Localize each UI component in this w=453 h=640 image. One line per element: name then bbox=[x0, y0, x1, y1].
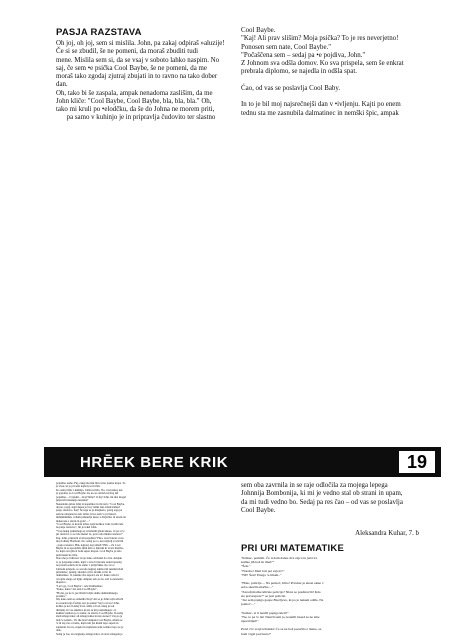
page-number: 19 bbox=[399, 451, 435, 473]
text-line: osvojila enega od njiju. Ampak, kdo se bo ozrl za nesrečno bbox=[56, 576, 124, 581]
text-line: "Let's go, Cool Baybe", reče Dalmatinec. bbox=[56, 583, 104, 588]
text-line: sledi zmagovalec ali zmagovalka in nato konec! Ura pa je bbox=[56, 614, 123, 619]
text-line: Če si se zbudil, še ne pomeni, da moraš zbuditi tudi bbox=[56, 48, 198, 56]
text-line: Ja, kajti osvojila si bom super mopsa. Cool Baybe je zelo bbox=[56, 549, 122, 554]
text-line: tudi •e sedem - It's the best! Ampak Cool Baybe, zmeni se bbox=[56, 617, 123, 622]
author-credit: Aleksandra Kuhar, 7. b bbox=[355, 530, 419, 537]
text-line: je popolno za Cool Baybe. In, ko se oziram na moj del bbox=[56, 491, 119, 496]
text-line: sem oba zavrnila in se raje odločila za mojega lepega bbox=[241, 482, 388, 489]
text-line: "Vsaj nekaj pametnega si si izmislil glede lakote, če pa si •e bbox=[56, 528, 125, 533]
text-line: "Cool Baybe, si morda lačna, kajti kolikor vem, hodiš rada bbox=[56, 522, 124, 527]
text-line: "Jaz sem papiga gospe Brecljeve, ki pa je nekam odšla. Na bbox=[241, 598, 324, 603]
text-line: dirindaj. In vse tekmice in psi se mi posmehujejo. O, bbox=[56, 607, 117, 612]
text-line: Kaj, John, pripravil si mi pojedino? Fino, toreJ lokrat si res bbox=[56, 535, 124, 540]
text-line: Johnnija Bombonija, ki mi je vedno stal ob strani in upam, bbox=[241, 490, 403, 498]
text-line: Oh, tako bi še zaspala, ampak nenadoma zaslišim, da me bbox=[56, 89, 213, 97]
jokes-column bbox=[241, 556, 419, 636]
text-line: Ko sem prišla v kuhinjo, Johna ni bilo. No, vsaj nekaj, kar bbox=[56, 487, 123, 492]
text-line: "NE! Šest! Enega •e imam.." bbox=[241, 572, 282, 577]
text-line: pojedine ... O njami ... Kaj? Ribe? O fuj! John, mi nisi mogel bbox=[56, 494, 126, 499]
text-line: •e in daj vse od sebe, kajti tudi jaz imam lepo zapeti in bbox=[56, 621, 119, 626]
text-line: prebrala diplomo, se najedla in odšla spat. bbox=[241, 68, 357, 76]
text-line: ste pravzaprav?" se jezi policist. bbox=[241, 593, 287, 598]
text-line: - pasja razstava. Hm, najprej, kaj obleči? Hm ... Za Cool bbox=[56, 542, 121, 547]
text-line: koliko je ura in kdaj bova odšla od tod, tukaj je tak bbox=[56, 604, 115, 609]
text-line: "Zaradi mačke kličete policijo? Niste se predstavili! Kdo bbox=[241, 589, 321, 594]
text-line: sobo skočila mačka ..." bbox=[241, 585, 274, 590]
text-line: pri razstavi, to se tiče mene! Ja, prav rada imam razstave!" bbox=[56, 532, 123, 537]
text-line: pasjo razstavo. Kaj? Še tega se je manjkalo, poleg tega pa bbox=[56, 508, 123, 513]
text-line: koliko jih boš še imel?" bbox=[241, 560, 275, 565]
text-line: Nato me je John kot svojo lutko odvlekel do avta. Ampak bbox=[56, 556, 122, 561]
text-line: "Kako, kako? Jaz sem Cool Baybe". bbox=[56, 587, 98, 592]
text-line: "Halo, policija ... Na pomoč, hitro! Pravkar je skozi okno v bbox=[241, 581, 324, 586]
text-line: Z Johnom sva odšla domov. Ko sva prispela, sem še enkrat bbox=[241, 60, 404, 67]
text-line: tednu sta me zasnubila dalmatinec in nemški špic, ampak bbox=[241, 109, 399, 117]
text-line: "Ha ha, pa ne ti, jaz iščem boljše dekle dalmatinskega bbox=[56, 590, 118, 595]
text-line: dalmatinec. O, kakšna dva lepotca sta to! Kako rada bi bbox=[56, 573, 119, 578]
text-line: dalo. bbox=[56, 628, 62, 633]
text-line: Sedaj je čas, da razglasijo zmagovalca, in sicer zmagala je bbox=[56, 631, 123, 636]
text-line: makarone s sirom in gola• ..." bbox=[56, 518, 90, 523]
text-line: Ćao, od vas se poslavlja Cool Baby. bbox=[241, 84, 341, 92]
text-line: pa samo v kuhinjo je in pripravlja čudovito ter slastno bbox=[66, 114, 216, 122]
text-line: mopsico. bbox=[56, 580, 67, 585]
banner-title: HRĒEK BERE KRIK bbox=[80, 453, 229, 471]
text-line: je stvar, ki jo pri sebi najbolj sovra•im. bbox=[56, 484, 101, 489]
text-line: prebrisana in zvita. bbox=[56, 552, 78, 557]
text-line: prinašalec, pudelj, škotski ovčar, kraški ovčar in bbox=[56, 569, 112, 574]
text-line: zaplesati. In res, zapela in zaplesala sem, kolikor lepo se je bbox=[56, 624, 124, 629]
text-line: moraš tako zgodaj zjutraj zbujati in to ravno na tako dober bbox=[56, 73, 218, 80]
text-line: pripraviti mesnega narezka? bbox=[56, 498, 89, 503]
text-line: Cool Baybe. bbox=[241, 27, 276, 34]
text-line: tako mi kruli po •elodčku, da še do Johna ne morem priti, bbox=[56, 106, 215, 113]
text-line: Nenadoma pride John iz kopalnice in mi reče: "Cool Baybe, bbox=[56, 501, 125, 506]
text-line: John kliče: "Cool Baybe, Cool Baybe, bla, bla, bla." Oh, bbox=[56, 97, 212, 105]
text-line: "Ne, to pa •e tie! Naučil sem jo, katerih besed se ne sme bbox=[241, 614, 320, 619]
text-line: moj Johnny Bonboni. No, sedaj pa to, kar najbolj sovra•im bbox=[56, 539, 124, 544]
story-top-left bbox=[56, 40, 226, 123]
text-line: Oh joj, oh joj, sem si mislila. John, pa zakaj odpiraš »aluzije! bbox=[56, 40, 225, 47]
text-line: Oh, kako sem se osmešila! Kaj? Ali se je John rajši odločil bbox=[56, 597, 124, 602]
text-line: Cool Baybe. bbox=[241, 506, 276, 514]
text-line: "Počaščena sem – sedaj pa •e pojdiva, John." bbox=[241, 51, 366, 59]
text-line: "Krikec, pomisli. Če ti dam danes dva zajca in jutri tri, bbox=[241, 556, 318, 560]
text-line: kakšna sramota je to zame, za slavno Cool Baybe. In sedaj bbox=[56, 611, 124, 616]
text-line: In to je bil moj najsrečnejši dan v •ivljenju. Kajti po enem bbox=[241, 101, 401, 109]
text-line bbox=[241, 77, 419, 85]
text-line: uporabljati!" bbox=[241, 619, 259, 624]
text-line: bom vrgel pod kuro!" bbox=[241, 631, 272, 636]
text-line: Pravi črv svoji izbranki: Će se ne boš poročila z mano, se bbox=[241, 627, 322, 632]
text-line: saj, če sem •e psička Cool Baybe, še ne pomeni, da me bbox=[56, 64, 207, 72]
text-line: mene. Mislila sem si, da se vsaj v soboto lahko naspim. No bbox=[56, 56, 220, 64]
text-line: "Narobe! Imel boš pet zajcev!" bbox=[241, 568, 285, 573]
text-line: daj no, pojej, kajti danes je tvoj veliki dan. Imaš namreč bbox=[56, 504, 121, 509]
heading-pasja-razstava: PASJA RAZSTAVA bbox=[56, 27, 142, 38]
section-banner bbox=[44, 447, 441, 477]
text-line: Ponosen sem nate, Cool Baybe." bbox=[241, 43, 332, 51]
text-line: mmmmmmm, voham pišeančje meso z divjačino in sirom ter bbox=[56, 515, 127, 520]
text-line: "Kaj! Ali prav slišim? Moja psička? To je res neverjetno! bbox=[241, 35, 399, 43]
text-line: na prvem sede•u in ne samo v prtlja•niku. Ko sva z bbox=[56, 563, 115, 568]
text-line: Baybe bi se spodobilo mini krilo s špičaki in vroče majčko. bbox=[56, 546, 124, 551]
text-line: to je potrpanje zame, kajti v avtu bi morala sedeti spredaj bbox=[56, 559, 122, 564]
story-bottom-right bbox=[241, 482, 419, 515]
text-line bbox=[241, 93, 419, 101]
text-line: da mi tudi vedno bo. Sedaj pa res čao – od vas se poslavlja bbox=[241, 498, 403, 506]
text-line: za sosedovega Čarlija, kot pa zame? Saj to ni res! John, bbox=[56, 600, 120, 605]
text-line: "Šest." bbox=[241, 564, 251, 569]
text-line: "Krikec, si ti naučil papigo kleti?" bbox=[241, 610, 289, 615]
story-top-right bbox=[241, 27, 419, 118]
story-bottom-left bbox=[56, 482, 226, 636]
text-line: dan. bbox=[56, 81, 68, 89]
text-line: Johnom prispela, so sevoda najprej tekmovali neumni zlati bbox=[56, 566, 124, 571]
text-line: pomoč ..." bbox=[241, 602, 256, 607]
text-line: pojedino zame. Fuj, zakaj moram biti ravno pasme mops. To bbox=[56, 481, 126, 485]
heading-pri-uri-matematike: PRI URI MATEMATIKE bbox=[241, 543, 344, 554]
text-line: porekla." bbox=[56, 593, 67, 598]
text-line: sem še utrujena in zelo lačna. In ko sem •e pri lakoti, bbox=[56, 511, 117, 516]
text-line: na pasje razstave", mi je rekel John. bbox=[56, 525, 98, 530]
